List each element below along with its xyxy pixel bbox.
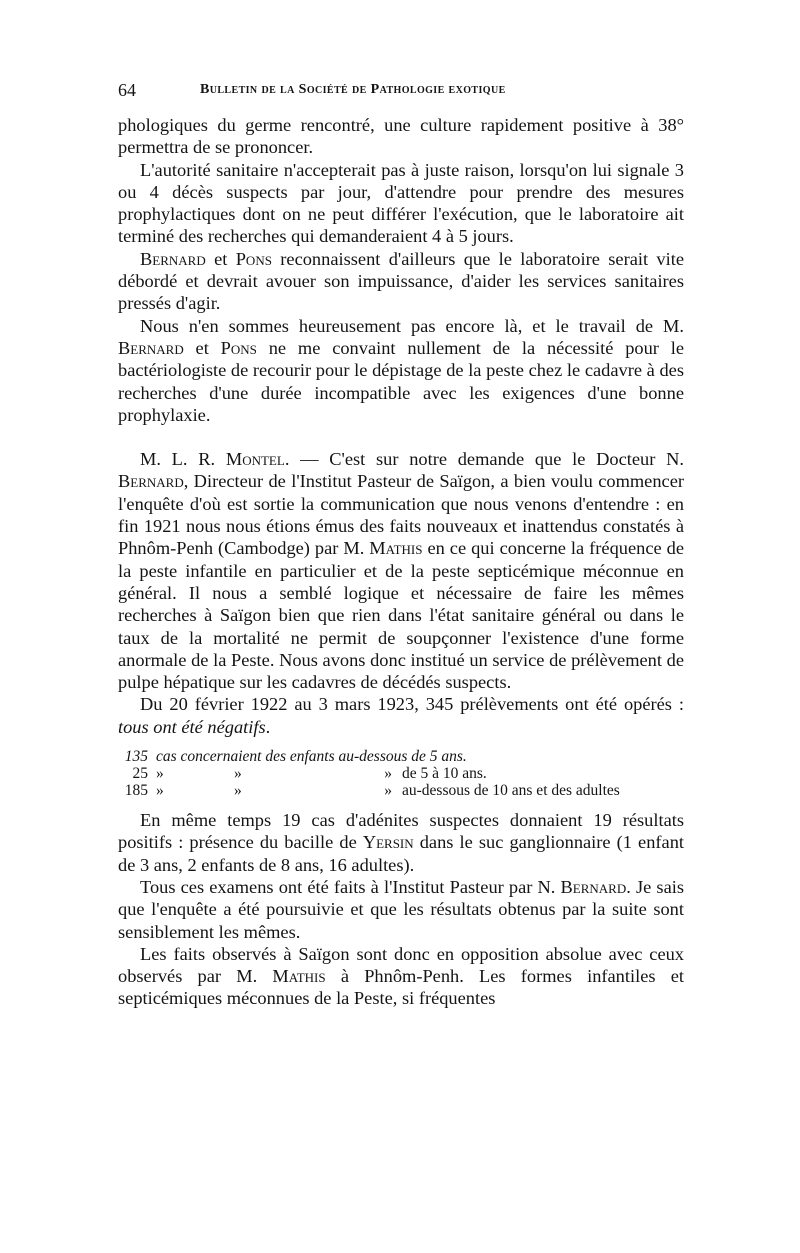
- paragraph-7: [118, 809, 684, 876]
- text-span: Tous ces examens ont été faits à l'Institut Pasteur par N.: [140, 876, 561, 897]
- emphasis: tous ont été négatifs: [118, 716, 266, 737]
- text-span: En même temps 19 cas d'adénites suspectes donnaient 19 résultats positifs : présence du bacille de: [118, 810, 684, 853]
- text-span: ne me convaint nullement de la nécessité pour le bactériologiste de recourir pour le dépistage de la peste chez le cadavre à des recherches d'une durée incompatible avec les exigences d'une bonne prophylaxie.: [118, 337, 685, 425]
- ditto-mark: »: [156, 765, 164, 783]
- text-span: .: [265, 716, 271, 737]
- row-text: au-dessous de 10 ans et des adultes: [402, 782, 620, 800]
- ditto-mark: »: [384, 782, 392, 800]
- page-number: 64: [118, 80, 136, 100]
- text-span: à Phnôm-Penh. Les formes infantiles et septicémiques méconnues de la Peste, si fréquentes: [118, 966, 685, 1009]
- text-span: Nous n'en sommes heureusement pas encore là, et le travail de M.: [140, 315, 684, 336]
- author-name: Bernard: [560, 876, 627, 897]
- row-count: 135: [124, 748, 148, 766]
- text-span: Les faits observés à Saïgon sont donc en opposition absolue avec ceux observés par M.: [118, 943, 684, 987]
- author-name: Bernard: [118, 471, 184, 492]
- text-span: M. L. R.: [140, 449, 226, 470]
- author-name: Pons: [220, 337, 257, 358]
- page-header: [118, 80, 684, 114]
- author-name: Mathis: [369, 538, 423, 559]
- text-span: dans le suc ganglionnaire (1 enfant de 3 ans, 2 enfants de 8 ans, 16 adultes).: [118, 832, 684, 875]
- text-span: Du 20 février 1922 au 3 mars 1923, 345 prélèvements ont été opérés :: [140, 694, 684, 715]
- paragraph-6: [118, 693, 684, 738]
- author-name: Bernard: [140, 248, 206, 269]
- running-title: Bulletin de la Société de Pathologie exotique: [200, 82, 506, 97]
- table-row: [118, 765, 684, 782]
- text-span: et: [183, 337, 221, 358]
- paragraph-3: [118, 248, 684, 315]
- author-name: Montel: [225, 449, 285, 470]
- row-count: 185: [124, 782, 148, 800]
- text-span: en ce qui concerne la fréquence de la peste infantile en particulier et de la peste septicémique méconnue en général. Il nous a semblé logique et nécessaire de faire les mêmes recherches à Saïgon bien que rien dans l'état sanitaire général ou dans le taux de la mortalité ne permit de soupçonner l'existence d'une forme anormale de la Peste. Nous avons donc institué un service de prélèvement de pulpe hépatique sur les cadavres de décédés suspects.: [118, 538, 684, 693]
- text-span: , Directeur de l'Institut Pasteur de Saïgon, a bien voulu commencer l'enquête d'où est sortie la communication que nous venons d'entendre : en fin 1921 nous nous étions émus des faits nouveaux et inattendus constatés à Phnôm-Penh (Cambodge) par M.: [118, 471, 684, 559]
- text-span: et: [205, 248, 236, 269]
- paragraph-2: L'autorité sanitaire n'accepterait pas à juste raison, lorsqu'on lui signale 3 ou 4 décès suspects par jour, d'attendre pour prendre des mesures prophylactiques dont on ne peut différer l'exécution, que le laboratoire ait terminé des recherches qui demanderaient 4 à 5 jours.: [118, 159, 684, 247]
- section-gap: [118, 426, 684, 448]
- text-span: reconnaissent d'ailleurs que le laboratoire serait vite débordé et devrait avouer son impuissance, d'aider les services sanitaires pressés d'agir.: [118, 248, 685, 314]
- ditto-mark: »: [384, 765, 392, 783]
- text-span: . — C'est sur notre demande que le Docteur N.: [284, 449, 684, 470]
- author-name: Pons: [235, 248, 272, 269]
- row-count: 25: [132, 765, 148, 783]
- row-text: cas concernaient des enfants au-dessous de 5 ans.: [156, 748, 467, 766]
- ditto-mark: »: [156, 782, 164, 800]
- paragraph-9: [118, 943, 684, 1010]
- author-name: Yersin: [362, 832, 414, 853]
- text-span: . Je sais que l'enquête a été poursuivie et que les résultats obtenus par la suite sont sensiblement les mêmes.: [118, 876, 685, 942]
- paragraph-5: [118, 448, 684, 693]
- results-table: [118, 748, 684, 799]
- page: [118, 80, 684, 1010]
- ditto-mark: »: [234, 782, 242, 800]
- table-row: [118, 782, 684, 799]
- table-row: [118, 748, 684, 765]
- row-text: de 5 à 10 ans.: [402, 765, 487, 783]
- paragraph-4: [118, 315, 684, 426]
- author-name: Bernard: [118, 337, 184, 358]
- author-name: Mathis: [272, 966, 326, 987]
- ditto-mark: »: [234, 765, 242, 783]
- paragraph-8: [118, 876, 684, 943]
- paragraph-1: phologiques du germe rencontré, une culture rapidement positive à 38° permettra de se prononcer.: [118, 115, 684, 158]
